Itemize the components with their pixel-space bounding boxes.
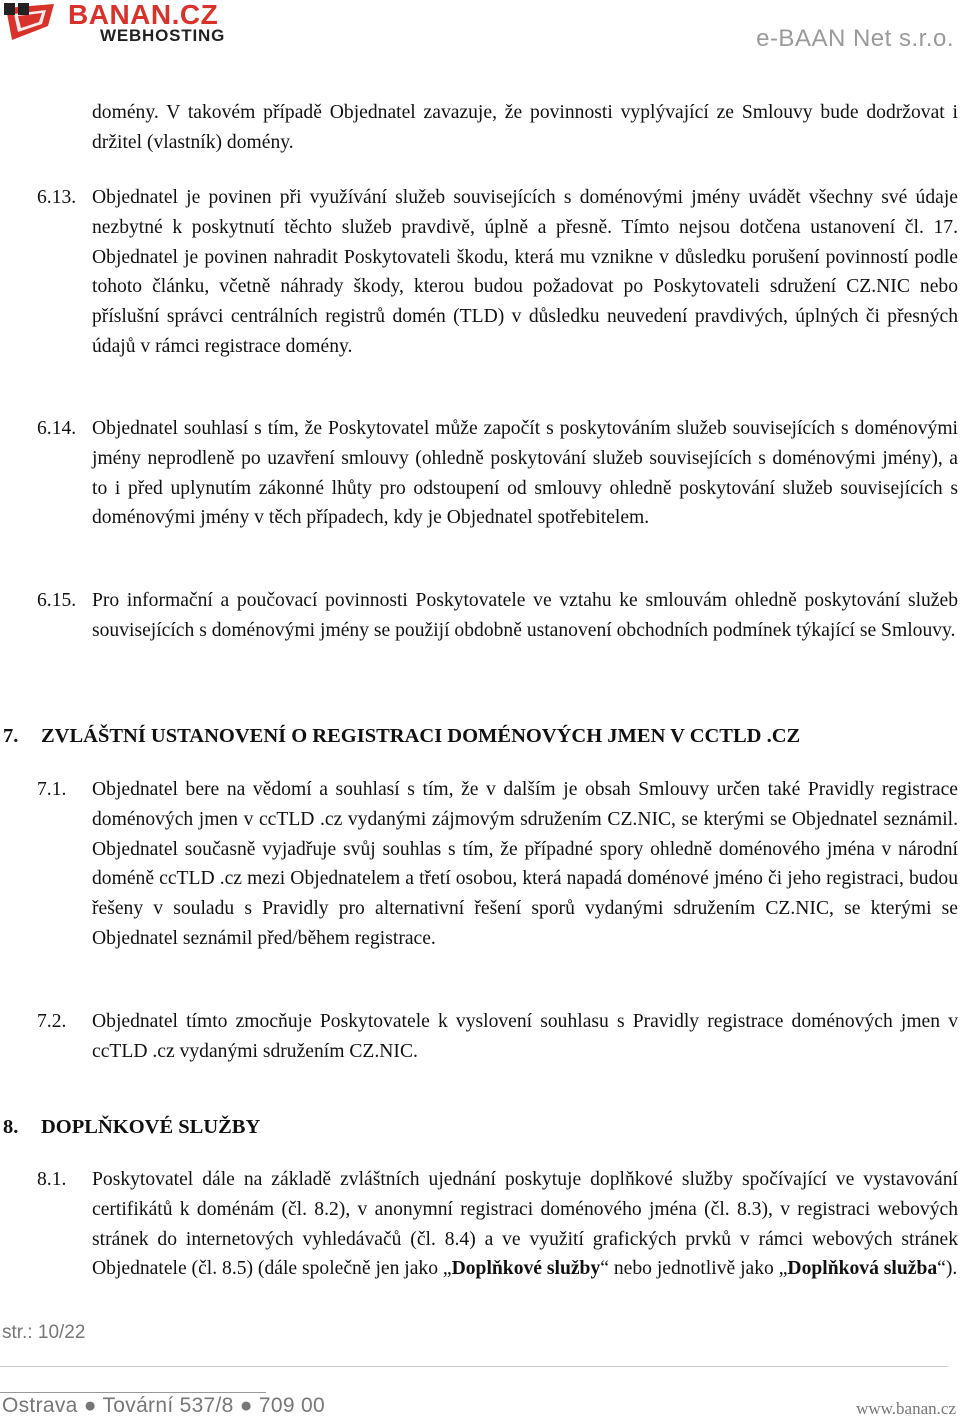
defined-term: Doplňkové služby [451, 1258, 601, 1280]
footer-address: Ostrava ● Tovární 537/8 ● 709 00 [2, 1394, 325, 1417]
clause-number-6-15: 6.15. [37, 590, 77, 611]
logo-subtitle: WEBHOSTING [100, 26, 226, 45]
section-number: 8. [3, 1116, 19, 1138]
clause-7-1: Objednatel bere na vědomí a souhlasí s tím, že v dalším je obsah Smlouvy určen také Pravidly registrace doménových jmen v ccTLD .cz vydanými zájmovým sdružením CZ.NIC, se kterými se Objednatel seznámil. Objednatel současně vyjadřuje svůj souhlas s tím, že případné spory ohledně doménového jména v národní doméně ccTLD .cz mezi Objednatelem a třetí osobou, která napadá doménové jméno či jeho registraci, budou řešeny v souladu s Pravidly pro alternativní řešení sporů vydanými sdružením CZ.NIC, se kterými se Objednatel seznámil před/během registrace. [92, 779, 958, 949]
section-title: ZVLÁŠTNÍ USTANOVENÍ O REGISTRACI DOMÉNOVÝCH JMEN V CCTLD .CZ [41, 725, 801, 747]
clause-number-7-2: 7.2. [37, 1011, 67, 1032]
company-name: e-BAAN Net s.r.o. [756, 25, 954, 52]
clause-6-14: Objednatel souhlasí s tím, že Poskytovatel může započít s poskytováním služeb souvisejících s doménovými jmény neprodleně po uzavření smlouvy (ohledně poskytování služeb souvisejících s doménovými jmény), a to i před uplynutím zákonné lhůty pro odstoupení od smlouvy ohledně poskytování služeb souvisejících s doménovými jmény v těch případech, kdy je Objednatel spotřebitelem. [92, 418, 958, 529]
clause-6-13: Objednatel je povinen při využívání služeb souvisejících s doménovými jmény uvádět všechny své údaje nezbytné k poskytnutí těchto služeb pravdivě, úplně a přesně. Tímto nejsou dotčena ustanovení čl. 17. Objednatel je povinen nahradit Poskytovateli škodu, která mu vznikne v důsledku porušení povinností podle tohoto článku, včetně náhrady škody, kterou budou požadovat po Poskytovateli sdružení CZ.NIC nebo příslušní správci centrálních registrů domén (TLD) v důsledku neuvedení pravdivých, úplných či přesných údajů v rámci registrace domény. [92, 187, 958, 357]
clause-number-6-14: 6.14. [37, 418, 77, 439]
footer-divider [0, 1366, 948, 1367]
clause-text: Poskytovatel dále na základě zvláštních ujednání poskytuje doplňkové služby spočívající ve vystavování certifikátů k doménám (čl. 8.2), v anonymní registraci doménového jména (čl. 8.3), v registraci webových stránek do internetových vyhledávačů (čl. 8.4) a ve využití grafických prvků v rámci webových stránek Objednatele (čl. 8.5) (dále společně jen jako „ [92, 1169, 958, 1280]
clause-text: “). [937, 1258, 958, 1280]
footer-address-underline [0, 1392, 266, 1393]
banan-logo [4, 2, 244, 46]
logo-title: BANAN.CZ [68, 0, 219, 30]
page-header [0, 0, 960, 60]
clause-7-2: Objednatel tímto zmocňuje Poskytovatele k vyslovení souhlasu s Pravidly registrace doménových jmen v ccTLD .cz vydanými sdružením CZ.NIC. [92, 1011, 958, 1062]
section-number: 7. [3, 725, 19, 747]
section-title: DOPLŇKOVÉ SLUŽBY [41, 1116, 261, 1138]
clause-number-8-1: 8.1. [37, 1169, 67, 1190]
logo-bars-icon [4, 2, 32, 16]
clause-6-15: Pro informační a poučovací povinnosti Poskytovatele ve vztahu ke smlouvám ohledně poskytování služeb souvisejících s doménovými jmény se použijí obdobně ustanovení obchodních podmínek týkající se Smlouvy. [92, 590, 958, 641]
clause-number-7-1: 7.1. [37, 779, 67, 800]
page-number: str.: 10/22 [2, 1322, 86, 1343]
clause-8-1 [92, 1165, 958, 1284]
paragraph-continuation: domény. V takovém případě Objednatel zavazuje, že povinnosti vyplývající ze Smlouvy bude dodržovat i držitel (vlastník) domény. [92, 102, 958, 153]
footer-website: www.banan.cz [856, 1399, 956, 1418]
clause-number-6-13: 6.13. [37, 187, 77, 208]
defined-term: Doplňková služba [787, 1258, 938, 1280]
clause-text: “ nebo jednotlivě jako „ [600, 1258, 788, 1280]
